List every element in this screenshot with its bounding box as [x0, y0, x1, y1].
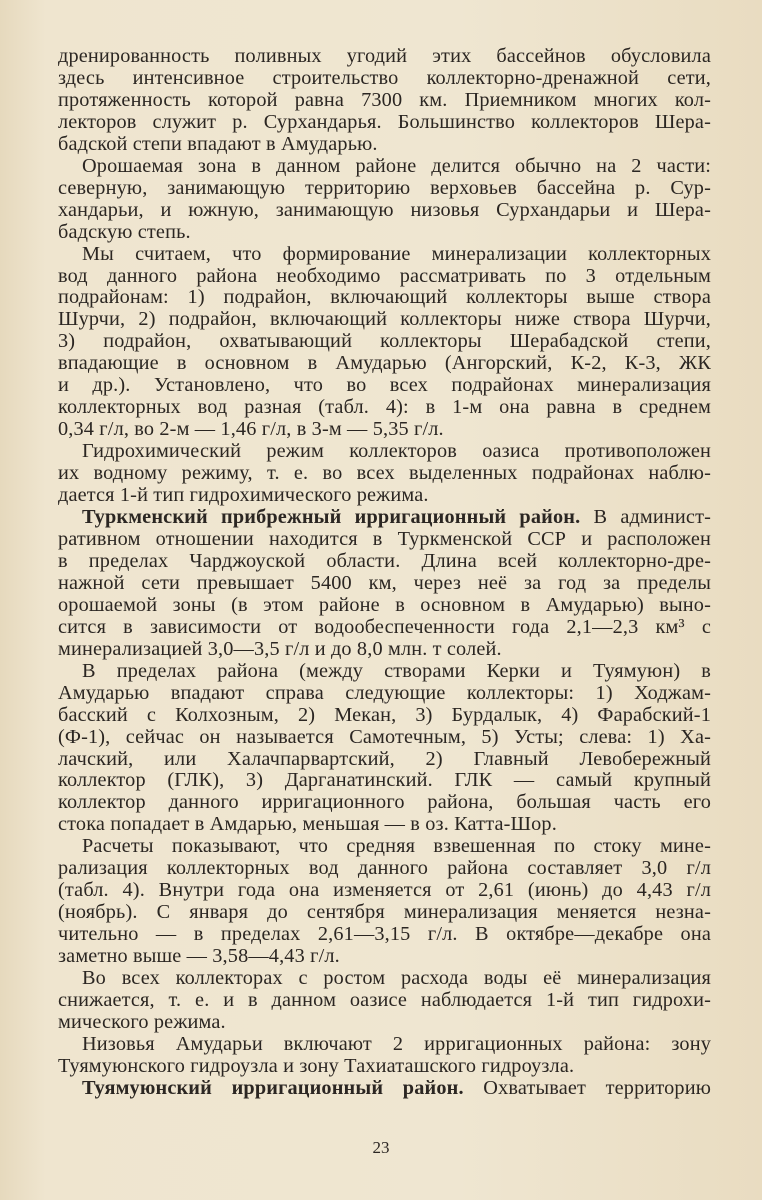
line-text: Во всех коллекторах с ростом расхода воды её минерализация [82, 967, 711, 990]
line-text: их водному режиму, т. е. во всех выделенных подрайонах наблю- [58, 462, 711, 485]
line-text: коллектор (ГЛК), 3) Дарганатинский. ГЛК — самый крупный [58, 769, 711, 792]
line-text: снижается, т. е. и в данном оазисе наблюдается 1-й тип гидрохи- [58, 988, 711, 1011]
text-line [58, 727, 711, 749]
line-text: заметно выше — 3,58—4,43 г/л. [58, 945, 340, 968]
line-text: вод данного района необходимо рассматривать по 3 отдельным [58, 264, 711, 287]
line-text: нажной сети превышает 5400 км, через неё за год за пределы [58, 571, 711, 594]
line-text: 0,34 г/л, во 2-м — 1,46 г/л, в 3-м — 5,35 г/л. [58, 418, 444, 441]
line-text: бадскую степь. [58, 220, 191, 243]
line-text: дренированность поливных угодий этих бассейнов обусловила [58, 45, 711, 67]
text-line [58, 595, 711, 617]
line-text: северную, занимающую территорию верховьев бассейна р. Сур- [58, 176, 711, 199]
text-line [58, 968, 711, 990]
text-line [58, 792, 711, 814]
text-line [58, 200, 711, 222]
line-text: Шурчи, 2) подрайон, включающий коллекторы ниже створа Шурчи, [58, 308, 711, 331]
text-line [58, 134, 711, 156]
body-text [58, 46, 711, 1100]
text-line [58, 90, 711, 112]
section-heading: Туркменский прибрежный ирригационный район. [82, 506, 581, 529]
line-text: сится в зависимости от водообеспеченности года 2,1—2,3 км³ с [58, 615, 711, 638]
line-text: дается 1-й тип гидрохимического режима. [58, 484, 429, 507]
line-text: (табл. 4). Внутри года она изменяется от 2,61 (июнь) до 4,43 г/л [58, 879, 711, 902]
text-line [58, 485, 711, 507]
text-line [58, 946, 711, 968]
text-line [58, 353, 711, 375]
text-line [58, 463, 711, 485]
text-line [58, 705, 711, 727]
text-line [58, 178, 711, 200]
text-line [58, 529, 711, 551]
line-text: и др.). Установлено, что во всех подрайонах минерализация [58, 374, 711, 397]
text-line [58, 990, 711, 1012]
text-line [58, 749, 711, 771]
text-line [58, 244, 711, 266]
text-line [58, 573, 711, 595]
line-text: рализация коллекторных вод данного района составляет 3,0 г/л [58, 857, 711, 880]
line-text: Низовья Амударьи включают 2 ирригационных района: зону [82, 1032, 711, 1055]
line-text: мического режима. [58, 1010, 226, 1033]
text-line [58, 1034, 711, 1056]
text-line [58, 507, 711, 529]
text-line [58, 1078, 711, 1100]
text-line [58, 551, 711, 573]
line-text: хандарьи, и южную, занимающую низовья Сурхандарьи и Шера- [58, 198, 711, 221]
line-text: ративном отношении находится в Туркменской ССР и расположен [58, 527, 711, 550]
text-line [58, 375, 711, 397]
text-line [58, 331, 711, 353]
text-line [58, 68, 711, 90]
text-line [58, 46, 711, 68]
line-text: лачский, или Халачпарвартский, 2) Главный Левобережный [58, 747, 711, 770]
line-text: минерализацией 3,0—3,5 г/л и до 8,0 млн. т солей. [58, 637, 502, 660]
line-text: протяженность которой равна 7300 км. Приемником многих кол- [58, 88, 711, 111]
line-text: чительно — в пределах 2,61—3,15 г/л. В октябре—декабре она [58, 923, 711, 946]
text-line [58, 880, 711, 902]
line-text: Расчеты показывают, что средняя взвешенная по стоку мине- [82, 835, 711, 858]
text-line [58, 858, 711, 880]
line-text: (ноябрь). С января до сентября минерализация меняется незна- [58, 901, 711, 924]
line-text: Охватывает территорию [463, 1076, 712, 1099]
line-text: Амударью впадают справа следующие коллекторы: 1) Ходжам- [58, 681, 711, 704]
line-text: орошаемой зоны (в этом районе в основном в Амударью) выно- [58, 593, 711, 616]
line-text: подрайонам: 1) подрайон, включающий коллекторы выше створа [58, 286, 711, 309]
text-line [58, 683, 711, 705]
text-line [58, 1056, 711, 1078]
line-text: басский с Колхозным, 2) Мекан, 3) Бурдалык, 4) Фарабский-1 [58, 703, 711, 726]
line-text: коллекторных вод разная (табл. 4): в 1-м она равна в среднем [58, 396, 711, 419]
text-line [58, 770, 711, 792]
line-text: (Ф-1), сейчас он называется Самотечным, 5) Усты; слева: 1) Ха- [58, 725, 711, 748]
page-number: 23 [372, 1138, 390, 1157]
text-line [58, 112, 711, 134]
text-line [58, 902, 711, 924]
line-text: В админист- [580, 506, 711, 529]
line-text: лекторов служит р. Сурхандарья. Большинство коллекторов Шера- [58, 110, 711, 133]
line-text: стока попадает в Амдарью, меньшая — в оз. Катта-Шор. [58, 813, 557, 836]
text-line [58, 661, 711, 683]
text-line [58, 222, 711, 244]
text-line [58, 397, 711, 419]
text-line [58, 309, 711, 331]
line-text: Мы считаем, что формирование минерализации коллекторных [82, 242, 711, 265]
line-text: Гидрохимический режим коллекторов оазиса противоположен [82, 440, 711, 463]
line-text: коллектор данного ирригационного района, большая часть его [58, 791, 711, 814]
text-line [58, 639, 711, 661]
text-line [58, 836, 711, 858]
line-text: Орошаемая зона в данном районе делится обычно на 2 части: [82, 154, 711, 177]
section-heading: Туямуюнский ирригационный район. [82, 1076, 464, 1099]
line-text: Туямуюнского гидроузла и зону Тахиаташского гидроузла. [58, 1054, 575, 1077]
text-line [58, 814, 711, 836]
text-line [58, 1012, 711, 1034]
line-text: здесь интенсивное строительство коллекторно-дренажной сети, [58, 66, 711, 89]
text-line [58, 441, 711, 463]
line-text: впадающие в основном в Амударью (Ангорский, К-2, К-3, ЖК [58, 352, 711, 375]
line-text: бадской степи впадают в Амударью. [58, 132, 378, 155]
text-line [58, 287, 711, 309]
text-line [58, 266, 711, 288]
line-text: В пределах района (между створами Керки и Туямуюн) в [82, 659, 711, 682]
line-text: 3) подрайон, охватывающий коллекторы Шерабадской степи, [58, 330, 711, 353]
line-text: в пределах Чарджоуской области. Длина всей коллекторно-дре- [58, 549, 711, 572]
text-line [58, 156, 711, 178]
text-line [58, 617, 711, 639]
text-line [58, 924, 711, 946]
text-line [58, 419, 711, 441]
